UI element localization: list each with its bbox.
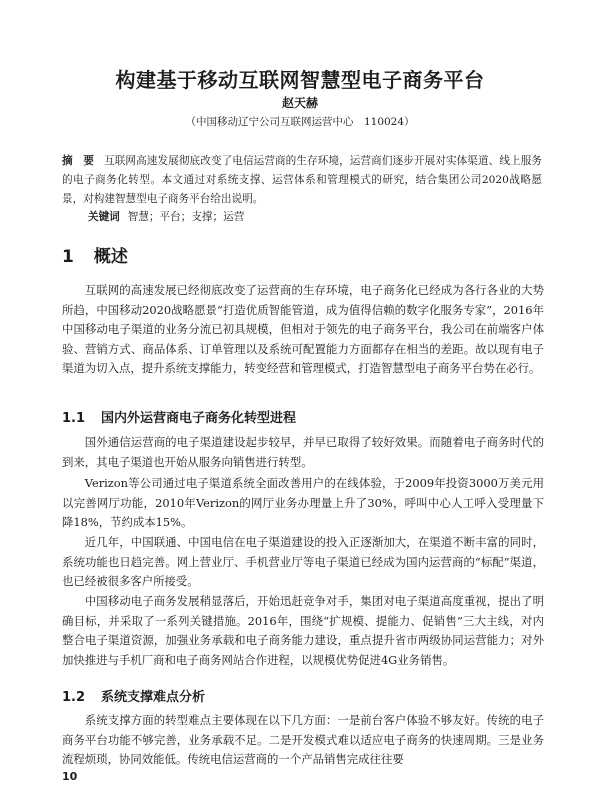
page-number: 10 [62,770,78,783]
section-number: 1 [62,247,74,267]
subsection-number: 1.2 [62,690,86,705]
subsection-number: 1.1 [62,411,86,426]
paragraph: Verizon等公司通过电子渠道系统全面改善用户的在线体验，于2009年投资3000万美元用以完善网厅功能，2010年Verizon的网厅业务办理量上升了30%，呼叫中心人工呼入受理量下降18%，节约成本15%。 [62,476,544,530]
author-affiliation: （中国移动辽宁公司互联网运营中心 110024） [185,116,415,128]
keywords [88,209,538,224]
author-name: 赵天赫 [281,96,318,110]
paper-title: 构建基于移动互联网智慧型电子商务平台 [115,68,485,92]
keywords-label: 关键词 [88,211,120,223]
section-title: 概述 [93,247,128,267]
abstract-text: 互联网高速发展彻底改变了电信运营商的生存环境，运营商们逐步开展对实体渠道、线上服务的电子商务化转型。本文通过对系统支撑、运营体系和管理模式的研究，结合集团公司2020战略愿景，对构建智慧型电子商务平台给出说明。 [62,155,543,205]
subsection-title: 国内外运营商电子商务化转型进程 [101,411,297,426]
section-paragraph: 互联网的高速发展已经彻底改变了运营商的生存环境，电子商务化已经成为各行各业的大势所趋，中国移动2020战略愿景“打造优质智能管道，成为值得信赖的数字化服务专家”，2016年中国移动电子渠道的业务分流已初具规模，但相对于领先的电子商务平台，我公司在前端客户体验、营销方式、商品体系、订单管理以及系统可配置能力方面都存在相当的差距。故以现有电子渠道为切入点，提升系统支撑能力，转变经营和管理模式，打造智慧型电子商务平台势在必行。 [62,283,544,376]
abstract-label: 摘 要 [62,155,95,167]
keywords-text: 智慧；平台；支撑；运营 [127,211,245,223]
section-heading [62,242,128,267]
subsection-heading [62,686,205,705]
paragraph: 系统支撑方面的转型难点主要体现在以下几方面：一是前台客户体验不够友好。传统的电子商务平台功能不够完善，业务承载不足。二是开发模式难以适应电子商务的快速周期。三是业务流程烦琐，协同效能低。传统电信运营商的一个产品销售完成往往要 [62,713,544,767]
subsection-heading [62,407,296,426]
subsection-title: 系统支撑难点分析 [101,690,206,705]
paragraph: 近几年，中国联通、中国电信在电子渠道建设的投入正逐渐加大，在渠道不断丰富的同时，系统功能也日趋完善。网上营业厅、手机营业厅等电子渠道已经成为国内运营商的“标配”渠道，也已经被很多客户所接受。 [62,535,544,589]
paragraph: 国外通信运营商的电子渠道建设起步较早，并早已取得了较好效果。而随着电子商务时代的到来，其电子渠道也开始从服务向销售进行转型。 [62,435,544,469]
abstract [62,152,542,209]
paragraph: 中国移动电子商务发展稍显落后，开始迅赶竞争对手，集团对电子渠道高度重视，提出了明确目标，并采取了一系列关键措施。2016年，围绕“扩规模、提能力、促销售”三大主线，对内整合电子渠道资源，加强业务承载和电子商务能力建设，重点提升省市两级协同运营能力；对外加快推进与手机厂商和电子商务网站合作进程，以规模优势促进4G业务销售。 [62,594,544,667]
